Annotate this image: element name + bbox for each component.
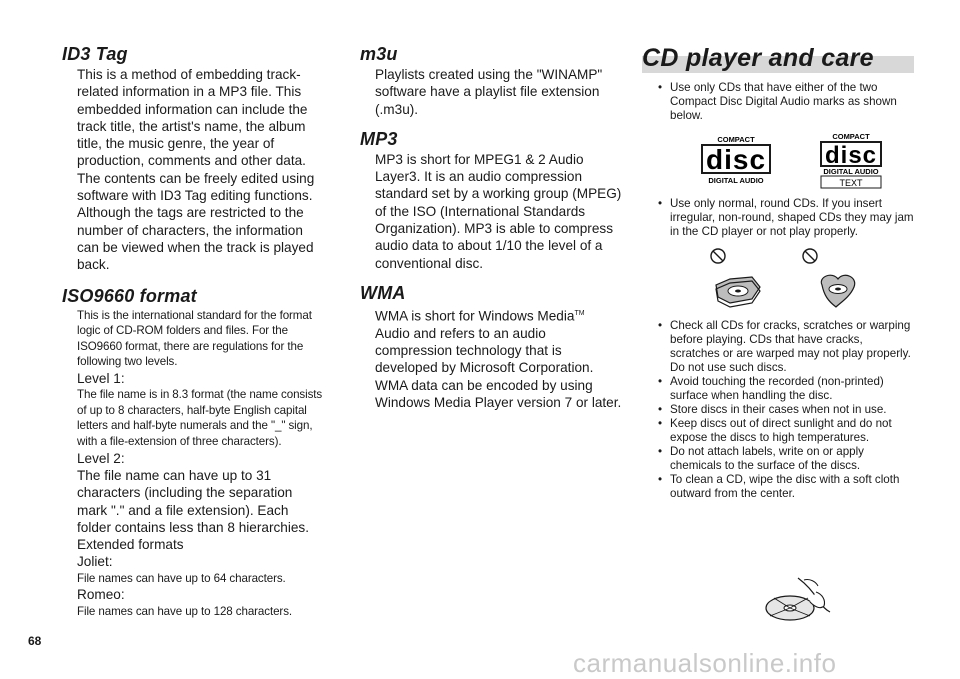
logo2-compact: COMPACT	[832, 132, 870, 141]
m3u-body: Playlists created using the "WINAMP" software have a playlist file extension (.m3u).	[375, 67, 603, 117]
romeo-label: Romeo:	[77, 587, 125, 603]
list-item: • To clean a CD, wipe the disc with a soft cloth outward from the center.	[670, 473, 914, 501]
section-wma	[360, 283, 622, 411]
wipe-cd-icon	[760, 572, 836, 632]
list-item: • Use only CDs that have either of the two Compact Disc Digital Audio marks as shown below.	[670, 81, 914, 123]
compact-disc-logo-1	[702, 135, 770, 185]
trademark-mark: TM	[574, 309, 585, 317]
irregular-cd-illustrations	[642, 247, 914, 313]
level1-label: Level 1:	[77, 370, 125, 386]
level2-label: Level 2:	[77, 450, 125, 466]
iso9660-intro: This is the international standard for the format logic of CD-ROM folders and files. For the ISO9660 format, there are regulations for the following two levels.	[77, 308, 312, 369]
heading-wma: WMA	[360, 282, 406, 303]
list-item: • Use only normal, round CDs. If you insert irregular, non-round, shaped CDs they may jam in the CD player or not play properly.	[670, 197, 914, 239]
list-item: • Avoid touching the recorded (non-printed) surface when handling the disc.	[670, 375, 914, 403]
wma-body	[375, 305, 622, 411]
section-iso9660	[62, 286, 324, 620]
irregular-cd-figures	[642, 247, 914, 313]
logo1-digital-audio: DIGITAL AUDIO	[708, 176, 764, 185]
heading-cd-player-and-care: CD player and care	[642, 44, 914, 73]
compact-disc-logo-2	[821, 132, 881, 188]
heart-cd-icon	[821, 275, 854, 307]
prohibited-icon	[711, 249, 725, 263]
section-id3-tag	[62, 44, 324, 274]
column-middle	[360, 44, 622, 422]
logo1-compact: COMPACT	[717, 135, 755, 144]
page-number: 68	[28, 634, 42, 648]
section-m3u	[360, 44, 622, 118]
heading-id3-tag: ID3 Tag	[62, 44, 128, 64]
heading-iso9660: ISO9660 format	[62, 285, 197, 306]
list-item: • Check all CDs for cracks, scratches or warping before playing. CDs that have cracks, scratches or are warped may not play properly. Do not use such discs.	[670, 319, 914, 375]
column-right	[642, 44, 914, 501]
column-left	[62, 44, 324, 628]
level2-text: The file name can have up to 31 characters (including the separation mark "." and a file extension). Each folder contains less than 8 hierarchies.	[77, 467, 309, 535]
list-item: • Store discs in their cases when not in use.	[670, 403, 914, 417]
cd-cleaning-illustration	[760, 572, 836, 632]
joliet-text: File names can have up to 64 characters.	[77, 571, 286, 585]
mp3-body: MP3 is short for MPEG1 & 2 Audio Layer3. It is an audio compression standard set by a working group (MPEG) of the ISO (International Standards Organization). MP3 is able to compress audio data to about 1/10 the level of a conventional disc.	[375, 151, 622, 271]
bullet-list-round	[642, 197, 914, 239]
logo2-disc: disc	[824, 142, 878, 169]
bullet-list-care	[642, 319, 914, 501]
extended-formats-label: Extended formats	[77, 537, 184, 553]
prohibited-icon	[803, 249, 817, 263]
logo1-disc: disc	[705, 144, 767, 175]
heading-m3u: m3u	[360, 44, 398, 64]
level1-text: The file name is in 8.3 format (the name consists of up to 8 characters, half-byte English capital letters and half-byte numerals and the "_" sign, with a file-extension of three characters).	[77, 388, 323, 449]
joliet-label: Joliet:	[77, 554, 113, 570]
compact-disc-logos	[642, 131, 914, 191]
id3-tag-body: This is a method of embedding track-related information in a MP3 file. This embedded information can include the track title, the artist's name, the album title, the music genre, the year of production, comments and other data. The contents can be freely edited using software with ID3 Tag editing functions. Although the tags are restricted to the number of characters, the information can be viewed when the track is played back.	[77, 67, 315, 273]
watermark: carmanualsonline.info	[573, 648, 837, 678]
logo2-text: TEXT	[839, 178, 863, 188]
octagon-cd-icon	[716, 277, 760, 307]
wma-body-start: WMA is short for Windows Media	[375, 308, 575, 324]
section-mp3	[360, 129, 622, 272]
heading-mp3: MP3	[360, 128, 398, 149]
list-item: • Keep discs out of direct sunlight and do not expose the discs to high temperatures.	[670, 417, 914, 445]
romeo-text: File names can have up to 128 characters.	[77, 604, 293, 618]
logo2-digital-audio: DIGITAL AUDIO	[823, 167, 879, 176]
bullet-list-marks	[642, 81, 914, 123]
wma-body-rest: Audio and refers to an audio compression technology that is developed by Microsoft Corporation. WMA data can be encoded by using Windows Media Player version 7 or later.	[375, 325, 622, 410]
list-item: • Do not attach labels, write on or apply chemicals to the surface of the discs.	[670, 445, 914, 473]
cd-logos	[642, 131, 914, 191]
